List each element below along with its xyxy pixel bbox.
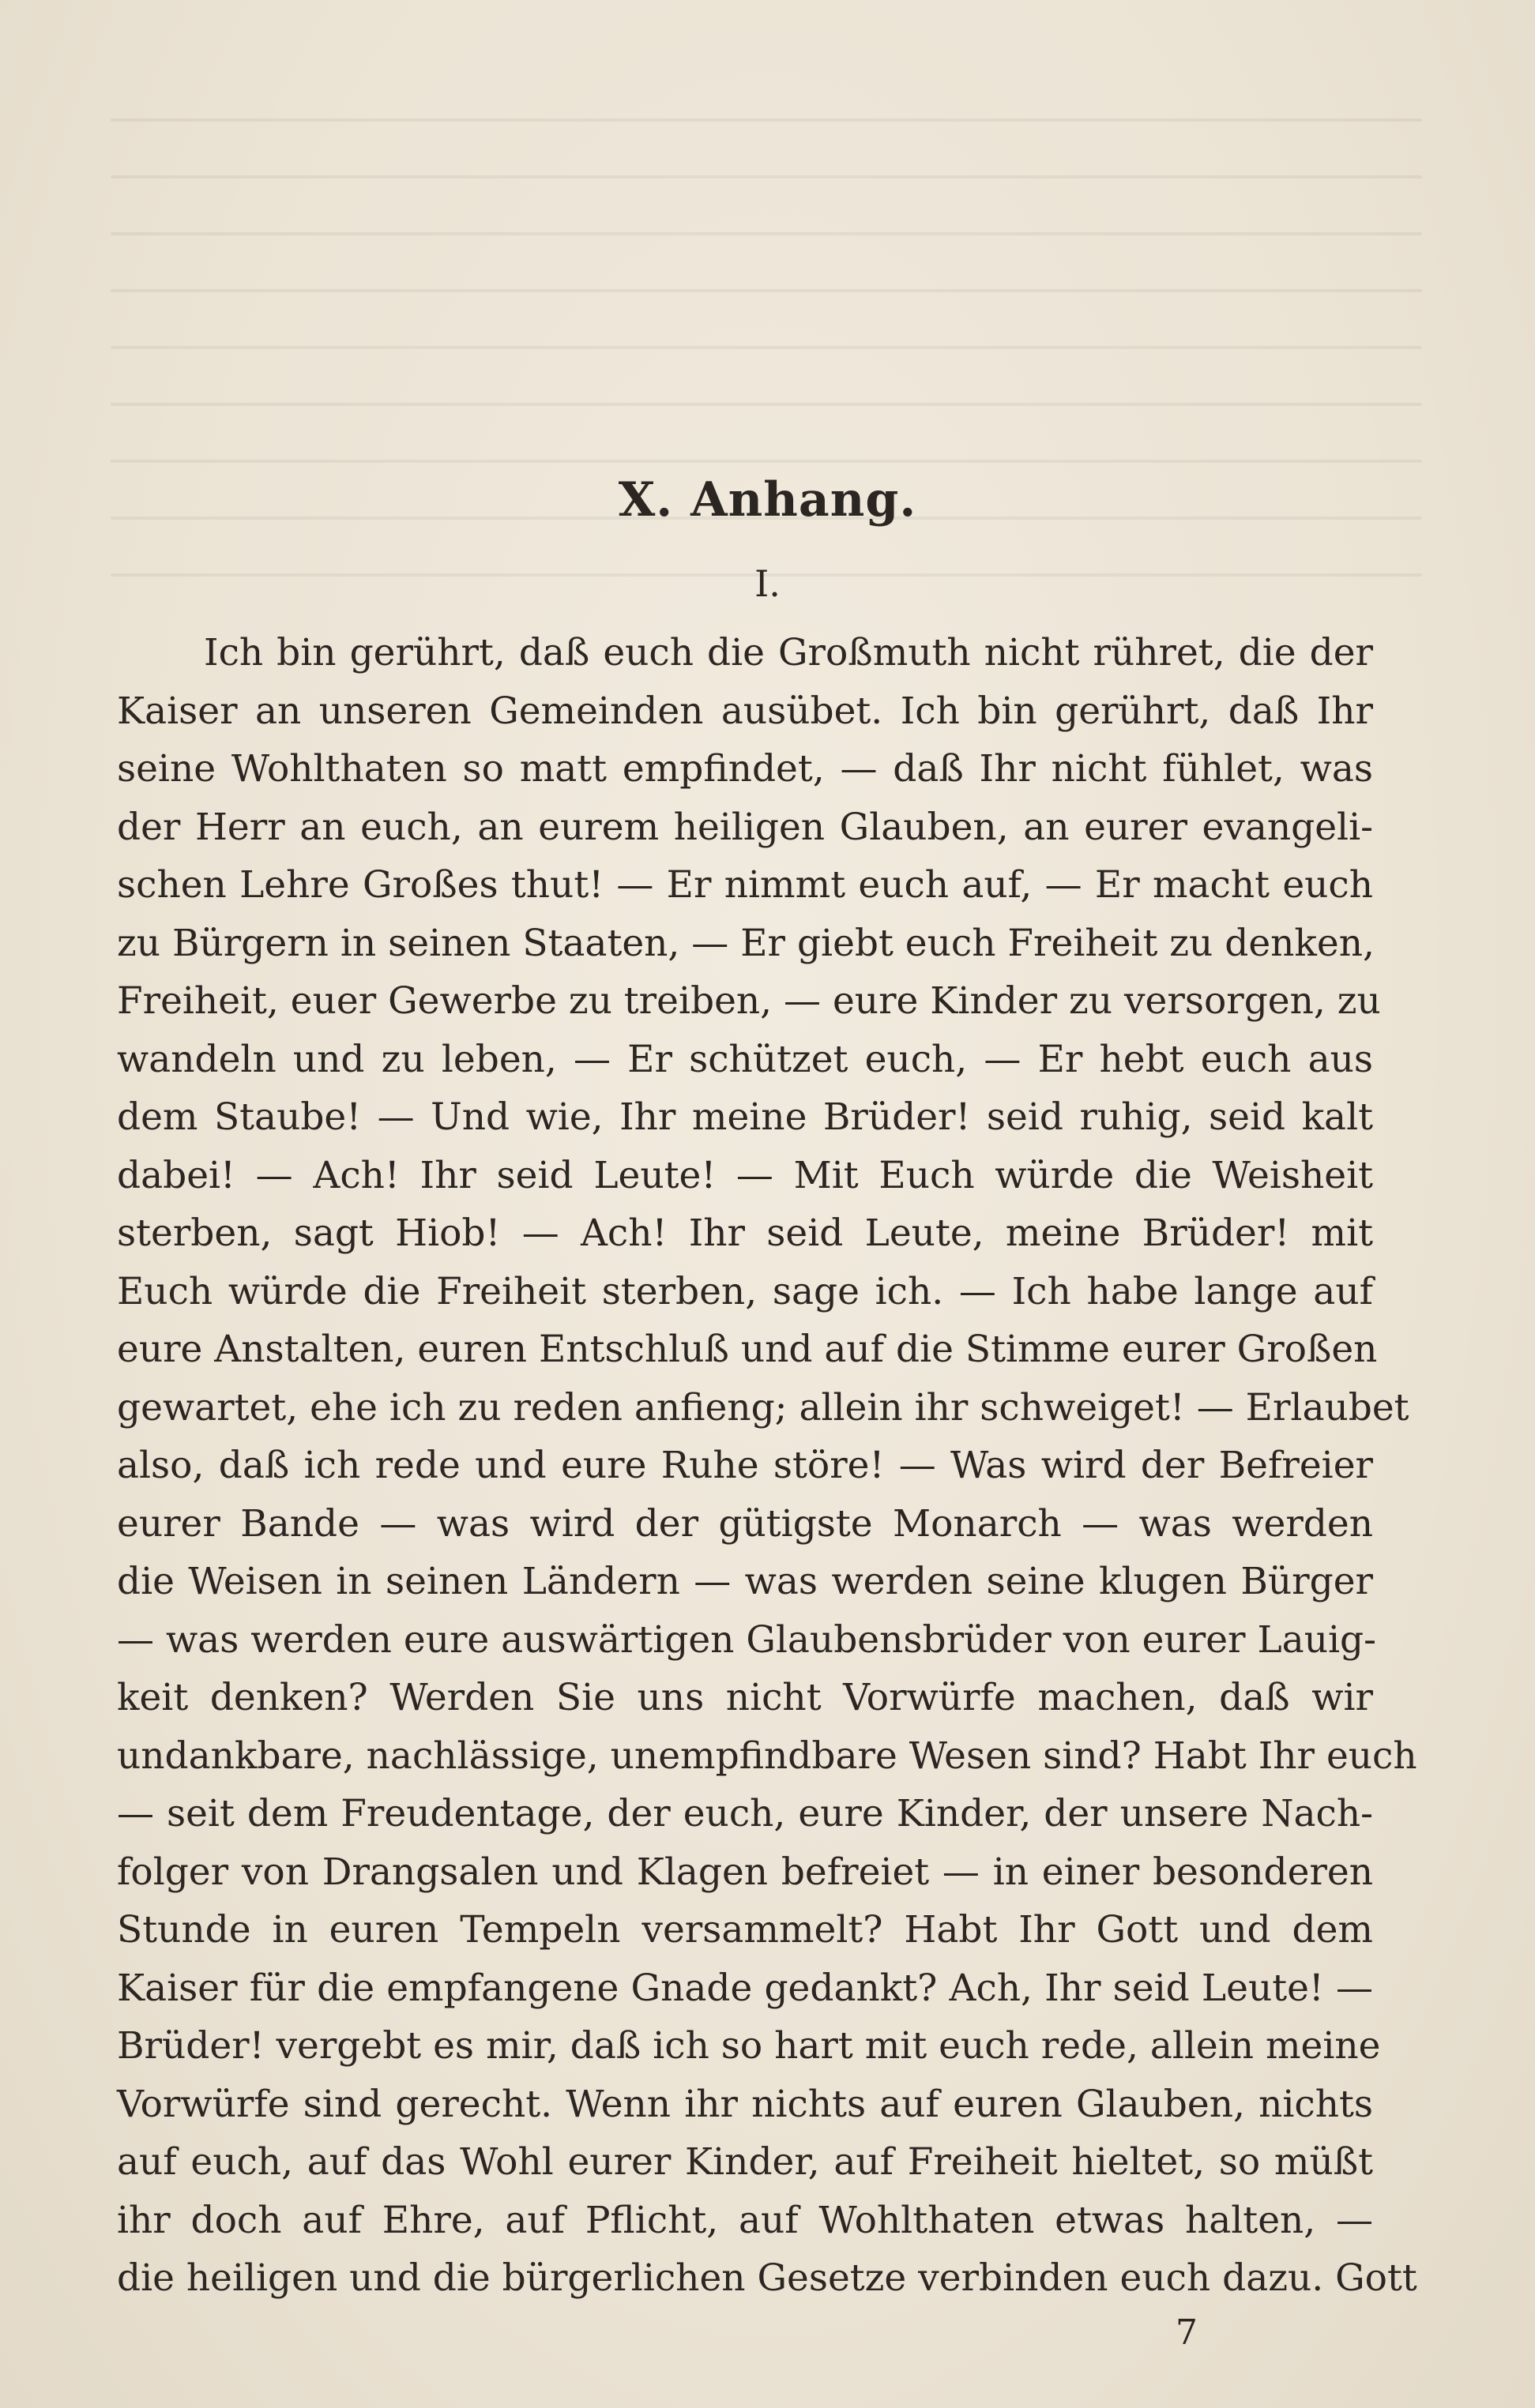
text-line: Euch würde die Freiheit sterben, sage ich. — Ich habe lange auf: [117, 1269, 1373, 1313]
bleed-through-texture: [111, 118, 1422, 608]
chapter-heading: X. Anhang.: [618, 472, 917, 528]
text-line: seine Wohlthaten so matt empfindet, — daß Ihr nicht fühlet, was: [117, 747, 1373, 791]
text-line: dabei! — Ach! Ihr seid Leute! — Mit Euch würde die Weisheit: [117, 1153, 1373, 1197]
text-line: ihr doch auf Ehre, auf Pflicht, auf Wohlthaten etwas halten, —: [117, 2198, 1373, 2242]
text-line: gewartet, ehe ich zu reden anfieng; allein ihr schweiget! — Erlaubet: [117, 1385, 1409, 1429]
text-line: Stunde in euren Tempeln versammelt? Habt Ihr Gott und dem: [117, 1908, 1373, 1952]
text-line: Kaiser für die empfangene Gnade gedankt? Ach, Ihr seid Leute! —: [117, 1966, 1373, 2010]
body-text: [117, 624, 1417, 2308]
text-line: — seit dem Freudentage, der euch, eure Kinder, der unsere Nach-: [117, 1792, 1373, 1835]
text-line: Vorwürfe sind gerecht. Wenn ihr nichts auf euren Glauben, nichts: [117, 2082, 1373, 2126]
text-line: eure Anstalten, euren Entschluß und auf die Stimme eurer Großen: [117, 1328, 1378, 1371]
text-line: Ich bin gerührt, daß euch die Großmuth nicht rühret, die der: [204, 631, 1373, 674]
text-line: — was werden eure auswärtigen Glaubensbrüder von eurer Lauig-: [117, 1617, 1376, 1662]
section-number: I.: [754, 562, 781, 605]
text-line: folger von Drangsalen und Klagen befreiet — in einer besonderen: [117, 1850, 1373, 1894]
page-number: 7: [1176, 2312, 1198, 2353]
text-line: Kaiser an unseren Gemeinden ausübet. Ich bin gerührt, daß Ihr: [117, 689, 1373, 733]
text-line: wandeln und zu leben, — Er schützet euch, — Er hebt euch aus: [117, 1037, 1373, 1081]
text-line: der Herr an euch, an eurem heiligen Glauben, an eurer evangeli-: [117, 805, 1373, 849]
text-line: die heiligen und die bürgerlichen Gesetze verbinden euch dazu. Gott: [117, 2256, 1417, 2300]
text-line: auf euch, auf das Wohl eurer Kinder, auf Freiheit hieltet, so müßt: [117, 2140, 1373, 2184]
text-line: Brüder! vergebt es mir, daß ich so hart mit euch rede, allein meine: [117, 2024, 1381, 2068]
text-line: zu Bürgern in seinen Staaten, — Er giebt euch Freiheit zu denken,: [117, 921, 1375, 965]
text-line: eurer Bande — was wird der gütigste Monarch — was werden: [117, 1501, 1373, 1546]
text-line: die Weisen in seinen Ländern — was werden seine klugen Bürger: [117, 1560, 1373, 1603]
text-line: keit denken? Werden Sie uns nicht Vorwürfe machen, daß wir: [117, 1676, 1373, 1719]
text-line: dem Staube! — Und wie, Ihr meine Brüder! seid ruhig, seid kalt: [117, 1095, 1373, 1139]
text-line: undankbare, nachlässige, unempfindbare Wesen sind? Habt Ihr euch: [117, 1734, 1417, 1778]
text-line: also, daß ich rede und eure Ruhe störe! — Was wird der Befreier: [117, 1444, 1373, 1487]
text-line: sterben, sagt Hiob! — Ach! Ihr seid Leute, meine Brüder! mit: [117, 1212, 1373, 1255]
text-line: Freiheit, euer Gewerbe zu treiben, — eure Kinder zu versorgen, zu: [117, 979, 1381, 1023]
text-line: schen Lehre Großes thut! — Er nimmt euch auf, — Er macht euch: [117, 863, 1373, 907]
